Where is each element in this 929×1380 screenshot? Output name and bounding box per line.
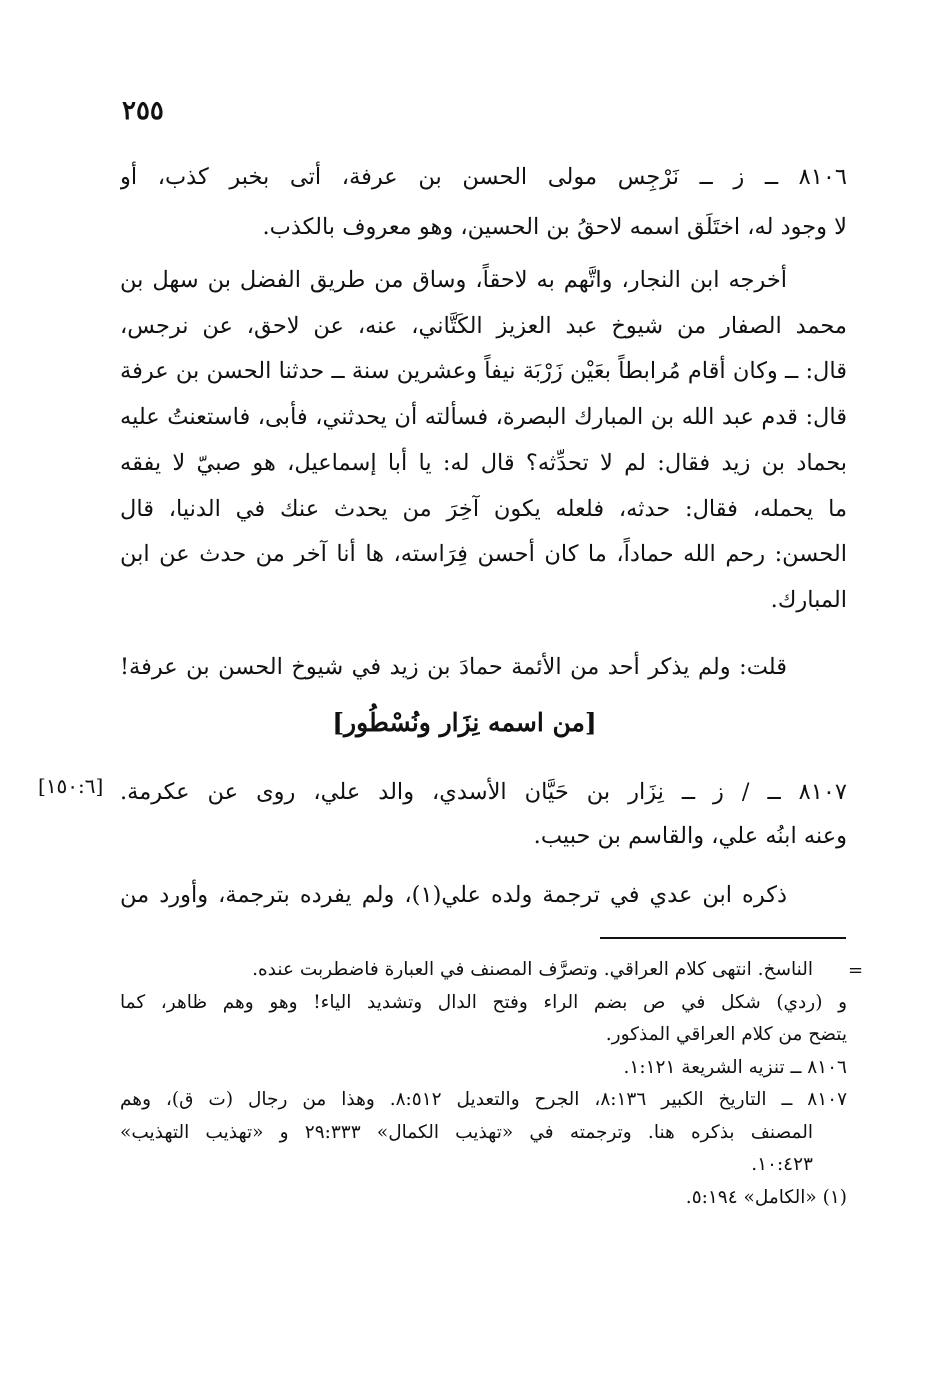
footnote-line: الناسخ. انتهى كلام العراقي. وتصرَّف المصنف في العبارة فاضطربت عنده. xyxy=(252,959,813,980)
footnote-separator xyxy=(600,937,846,939)
footnotes xyxy=(120,954,847,1214)
footnote-line: يتضح من كلام العراقي المذكور. xyxy=(605,1024,847,1045)
text-line: محمد الصفار من شيوخ عبد العزيز الكَتَّاني، عنه، عن لاحق، عن نرجس، xyxy=(120,312,847,339)
text-line: قال: قدم عبد الله بن المبارك البصرة، فسألته أن يحدثني، فأبى، فاستعنتُ عليه xyxy=(120,404,847,431)
text-line: المبارك. xyxy=(770,586,847,613)
section-heading: [من اسمه نِزَار ونُسْطُور] xyxy=(332,708,597,737)
footnote-line: و (ردي) شكل في ص بضم الراء وفتح الدال وتشديد الياء! وهو وهم ظاهر، كما xyxy=(120,991,847,1013)
continuation-mark: = xyxy=(848,960,864,981)
text-line: قلت: ولم يذكر أحد من الأئمة حمادَ بن زيد في شيوخ الحسن بن عرفة! xyxy=(120,654,787,680)
entry-8106 xyxy=(120,152,847,252)
text-line: لا وجود له، اختَلَق اسمه لاحقُ بن الحسين، وهو معروف بالكذب. xyxy=(262,214,847,240)
volume-page-reference: [١٥٠:٦] xyxy=(38,774,104,798)
paragraph-source xyxy=(120,872,847,918)
footnote-line: ٨١٠٧ ــ التاريخ الكبير ٨:١٣٦، الجرح والتعديل ٨:٥١٢. وهذا من رجال (ت ق)، وهم xyxy=(120,1089,847,1110)
text-line: ٨١٠٧ ــ / ز ــ نِزَار بن حَيَّان الأسدي، والد علي، روى عن عكرمة. xyxy=(120,779,847,805)
footnote-line: ١٠:٤٢٣. xyxy=(751,1154,813,1175)
paragraph-narration xyxy=(120,258,847,624)
footnote-line: (١) «الكامل» ٥:١٩٤. xyxy=(685,1186,847,1208)
text-line: ٨١٠٦ ــ ز ــ نَرْجِس مولى الحسن بن عرفة، أتى بخبر كذب، أو xyxy=(120,164,847,190)
entry-8107 xyxy=(120,770,847,858)
text-line: قال: ــ وكان أقام مُرابطاً بعَيْن زَرْبَة نيفاً وعشرين سنة ــ حدثنا الحسن بن عرفة xyxy=(120,358,847,385)
text-line: الحسن: رحم الله حماداً، ما كان أحسن فِرَاسته، ها أنا آخر من حدث عن ابن xyxy=(120,541,847,568)
text-line: وعنه ابنُه علي، والقاسم بن حبيب. xyxy=(533,823,847,849)
footnote-line: ٨١٠٦ ــ تنزيه الشريعة ١:١٢١. xyxy=(623,1056,847,1078)
text-line: ذكره ابن عدي في ترجمة ولده علي(١)، ولم يفرده بترجمة، وأورد من xyxy=(120,882,787,908)
footnote-line: المصنف بذكره هنا. وترجمته في «تهذيب الكمال» ٢٩:٣٣٣ و «تهذيب التهذيب» xyxy=(120,1121,813,1143)
paragraph-comment xyxy=(120,644,847,690)
text-line: بحماد بن زيد فقال: لم لا تحدِّثه؟ قال له: يا أبا إسماعيل، هو صبيّ لا يفقه xyxy=(120,449,847,476)
text-line: ما يحمله، فقال: حدثه، فلعله يكون آخِرَ من يحدث عنك في الدنيا، قال xyxy=(120,495,847,522)
text-line: أخرجه ابن النجار، واتَّهم به لاحقاً، وساق من طريق الفضل بن سهل بن xyxy=(120,267,787,293)
page-number: ٢٥٥ xyxy=(122,96,164,126)
